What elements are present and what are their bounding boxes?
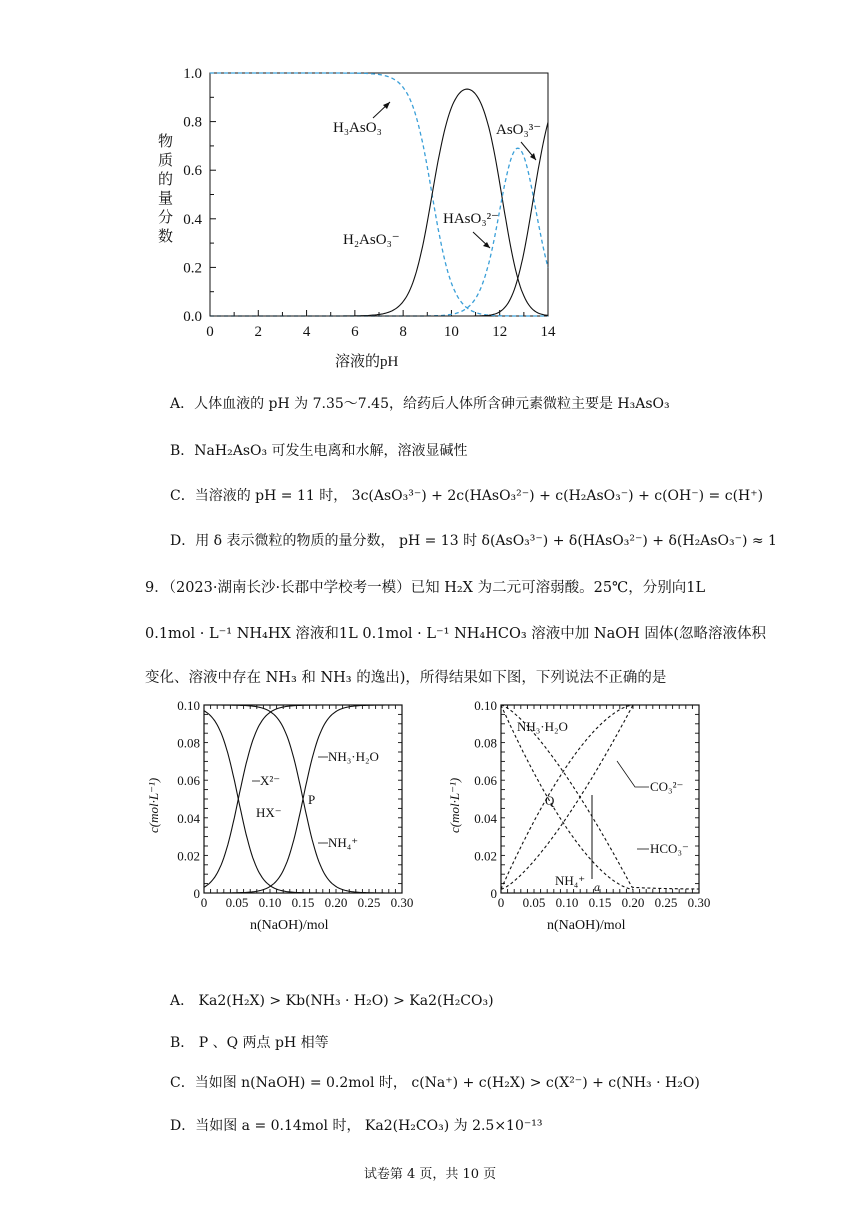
- label-nh4-left: NH₄⁺: [328, 835, 359, 850]
- y-axis-label: 物质的量分数: [158, 134, 174, 245]
- y-tick-label: 0.06: [474, 773, 497, 789]
- x2-curve: [204, 705, 402, 887]
- y-tick-label: 0.6: [183, 163, 202, 180]
- q9-option-d: D．当如图 a = 0.14mol 时， Ka2(H₂CO₃) 为 2.5×10⁻¹³: [170, 1118, 543, 1134]
- leader-co3: [617, 761, 649, 787]
- y-tick-label: 0.8: [183, 114, 202, 131]
- label-nh3h2o-left: NH₃·H₂O: [328, 749, 379, 764]
- y-tick-label: 0: [193, 886, 200, 901]
- x-tick-label: 10: [443, 324, 459, 340]
- q8-option-a: A．人体血液的 pH 为 7.35～7.45，给药后人体所含砷元素微粒主要是 H₃AsO₃: [170, 396, 670, 412]
- q9-stem-line2: 0.1mol · L⁻¹ NH₄HX 溶液和1L 0.1mol · L⁻¹ NH₄HCO₃ 溶液中加 NaOH 固体(忽略溶液体积: [145, 626, 767, 642]
- x-tick-label: 6: [351, 324, 359, 340]
- label-nh3h2o-right: NH₃·H₂O: [517, 719, 568, 734]
- arsenic-distribution-chart: [140, 68, 560, 378]
- x-tick-label: 0.10: [258, 895, 282, 910]
- y-tick-label: 1.0: [183, 68, 202, 82]
- label-nh4-right: NH₄⁺: [555, 873, 586, 888]
- q8-option-c: C．当溶液的 pH = 11 时， 3c(AsO₃³⁻) + 2c(HAsO₃²⁻) + c(H₂AsO₃⁻) + c(OH⁻) = c(H⁺): [170, 488, 764, 504]
- label-q: Q: [545, 793, 555, 808]
- x-tick-label: 12: [492, 324, 508, 340]
- q9-option-b: B． P 、Q 两点 pH 相等: [170, 1035, 329, 1051]
- x-tick-label: 0.25: [654, 895, 678, 910]
- x-tick-label: 0.05: [225, 895, 249, 910]
- label-p: P: [308, 792, 316, 807]
- page-footer: 试卷第 4 页，共 10 页: [363, 1167, 497, 1182]
- x-tick-label: 0: [497, 895, 505, 910]
- y-tick-label: 0.08: [474, 735, 497, 751]
- q8-option-d: D．用 δ 表示微粒的物质的量分数， pH = 13 时 δ(AsO₃³⁻) + δ(HAsO₃²⁻) + δ(H₂AsO₃⁻) ≈ 1: [170, 533, 777, 549]
- y-tick-label: 0.04: [177, 810, 200, 826]
- x-tick-label: 2: [254, 324, 263, 340]
- q9-stem-line1: 9．（2023·湖南长沙·长郡中学校考一模）已知 H₂X 为二元可溶弱酸。25℃，分别向1L: [145, 580, 706, 596]
- y-tick-label: 0.04: [474, 810, 497, 826]
- y-tick-label: 0.08: [177, 735, 200, 751]
- y-axis-label-left: c(mol·L⁻¹): [146, 777, 161, 833]
- label-x2: X²⁻: [260, 773, 281, 788]
- x-tick-label: 0.15: [588, 895, 612, 910]
- nh4hco3-chart: [437, 693, 727, 943]
- y-tick-label: 0.06: [177, 773, 200, 789]
- x-axis-label-left: n(NaOH)/mol: [250, 918, 329, 933]
- nh4hx-chart: [140, 693, 420, 943]
- label-h3aso3: H₃AsO₃: [333, 120, 382, 136]
- y-tick-label: 0.4: [183, 211, 202, 228]
- x-tick-label: 0.10: [555, 895, 579, 910]
- x-tick-label: 0: [206, 324, 214, 340]
- label-hx: HX⁻: [256, 805, 282, 820]
- label-hco3: HCO₃⁻: [650, 841, 689, 856]
- y-tick-label: 0.02: [177, 848, 200, 864]
- x-axis-label-right: n(NaOH)/mol: [547, 918, 626, 933]
- nh4-curve-left: [204, 705, 402, 893]
- y-tick-label: 0.0: [183, 309, 202, 325]
- x-axis-label: 溶液的pH: [335, 354, 399, 370]
- x-tick-label: 0.15: [291, 895, 315, 910]
- y-tick-label: 0.2: [183, 260, 202, 277]
- x-tick-label: 8: [399, 324, 407, 340]
- plot-frame: [210, 73, 548, 316]
- label-a: a: [594, 880, 600, 894]
- y-tick-label: 0.10: [474, 698, 497, 713]
- y-tick-label: 0.02: [474, 848, 497, 864]
- y-tick-label: 0.10: [177, 698, 200, 713]
- y-tick-label: 0: [490, 886, 497, 901]
- label-co3: CO₃²⁻: [650, 779, 684, 794]
- q9-option-c: C．当如图 n(NaOH) = 0.2mol 时， c(Na⁺) + c(H₂X) > c(X²⁻) + c(NH₃ · H₂O): [170, 1075, 700, 1091]
- label-haso3: HAsO₃²⁻: [443, 211, 499, 227]
- x-tick-label: 0.25: [357, 895, 381, 910]
- x-tick-label: 0: [200, 895, 208, 910]
- x-tick-label: 0.30: [390, 895, 414, 910]
- q9-option-a: A． Ka2(H₂X) > Kb(NH₃ · H₂O) > Ka2(H₂CO₃): [170, 993, 494, 1009]
- x-tick-label: 4: [302, 324, 311, 340]
- x-tick-label: 0.05: [522, 895, 546, 910]
- label-h2aso3: H₂AsO₃⁻: [343, 232, 400, 248]
- hx-curve: [204, 711, 402, 893]
- label-aso3: AsO₃³⁻: [496, 122, 542, 138]
- q9-stem-line3: 变化、溶液中存在 NH₃ 和 NH₃ 的逸出)，所得结果如下图，下列说法不正确的是: [145, 670, 667, 686]
- q8-option-b: B．NaH₂AsO₃ 可发生电离和水解，溶液显碱性: [170, 443, 468, 459]
- x-tick-label: 0.30: [687, 895, 711, 910]
- y-axis-label-right: c(mol·L⁻¹): [447, 777, 462, 833]
- x-tick-label: 0.20: [324, 895, 348, 910]
- x-tick-label: 14: [540, 324, 556, 340]
- x-tick-label: 0.20: [621, 895, 645, 910]
- h3aso3-curve: [210, 73, 548, 316]
